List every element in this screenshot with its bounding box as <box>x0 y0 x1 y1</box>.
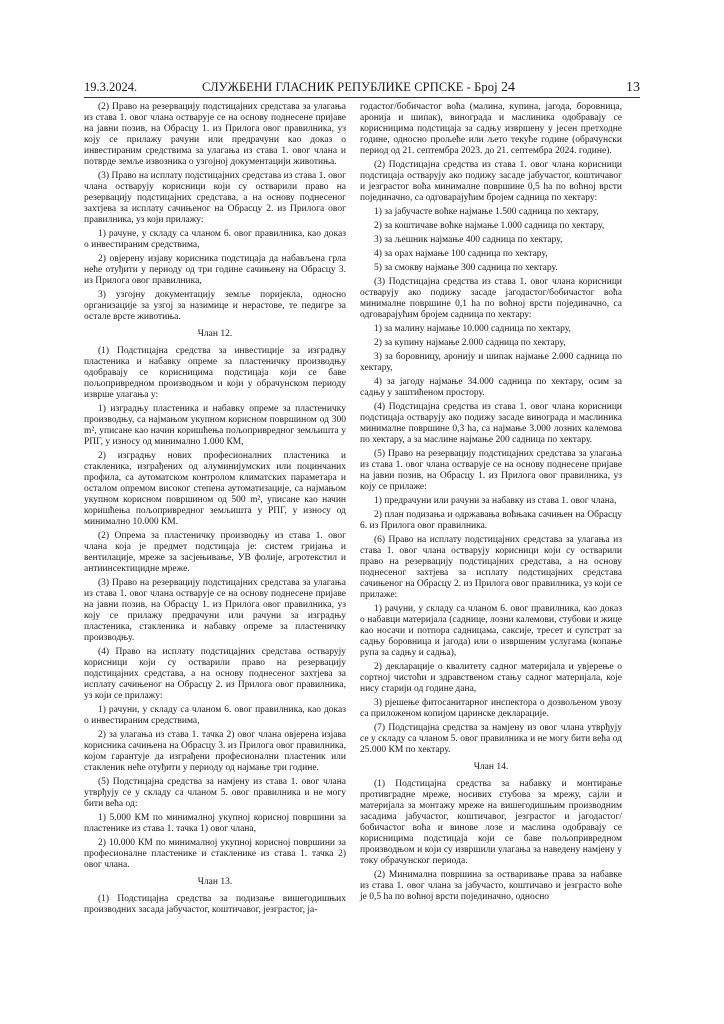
paragraph: (2) Право на резервацију подстицајних средстава за улагања из става 1. овог члана остварује се на основу поднесене пријаве на јавни позив, на Обрасцу 1. из Прилога овог правилника, уз коју се прилажу рачуни или предрачуни као доказ о инвестираним средствима за улагања из става 1. овог члана и потврде земље извозника о узгојној документацији животиња. <box>84 102 346 167</box>
left-column <box>84 102 346 919</box>
gazette-title <box>202 80 515 96</box>
paragraph: (7) Подстицајна средства за намјену из овог члана утврђују се у складу са чланом 5. овог правилника и не могу бити већа од 25.000 КМ по хектару. <box>360 723 622 755</box>
header-divider <box>84 97 640 98</box>
paragraph: годастог/бобичастог воћа (малина, купина, јагода, боровница, аронија и шипак), винограда и маслиника одобравају се корисницима подстицаја за садњу извршену у јесен претходне године, односно прољеће или љето текуће године (обрачунски период од 21. септембра 2023. до 21. септембра 2024. године). <box>360 102 622 156</box>
list-item: 2) 10.000 КМ по минималној укупној корисној површини за професионалне пластенике и стакленике из става 1. тачка 2) овог члана. <box>84 838 346 870</box>
list-item: 1) рачуни, у складу са чланом 6. овог правилника, као доказ о инвестираним средствима, <box>84 705 346 726</box>
paragraph: (5) Подстицајна средства за намјену из става 1. овог члана утврђују се у складу са чланом 5. овог правилника и не могу бити већа од: <box>84 777 346 809</box>
list-item: 1) изградњу пластеника и набавку опреме за пластеничку производњу, са најмањом укупном корисном површином од 300 m², уписане као начин коришћења пољопривредног земљишта у РПГ, у износу од минимално 1.000 КМ, <box>84 404 346 447</box>
paragraph: (5) Право на резервацију подстицајних средстава за улагања из става 1. овог члана остварује се на основу поднесене пријаве на јавни позив, на Обрасцу 1. из Прилога овог правилника, уз коју се прилаже: <box>360 449 622 492</box>
paragraph: (2) Подстицајна средства из става 1. овог члана корисници подстицаја остварују ако подижу засаде јабучастог, коштичавог и језграстог воћа минималне површине 0,5 hа по воћној врсти појединачно, са одговарајућим бројем садница по хектару: <box>360 160 622 203</box>
article-heading: Члан 14. <box>473 762 509 772</box>
paragraph: (2) Опрема за пластеничку производњу из става 1. овог члана која је предмет подстицаја је: систем гријања и вентилације, мреже за засјењивање, УВ фолије, агротекстил и антиинсектицидне мреже. <box>84 531 346 574</box>
paragraph: (3) Право на исплату подстицајних средстава из става 1. овог члана остварују корисници који су остварили право на резервацију подстицајних средстава, а на основу поднесеног захтјева за исплату сачињеног на Обрасцу 2. из Прилога овог правилника, уз који прилажу: <box>84 171 346 225</box>
issue-number: 24 <box>500 80 516 95</box>
list-item: 2) декларације о квалитету садног материјала и увјерење о сортној чистоћи и здравственом стању садног материјала, које нису старији од године дана, <box>360 662 622 694</box>
list-item: 3) рјешење фитосанитарног инспектора о дозвољеном увозу са приложеном копијом царинске декларације. <box>360 698 622 719</box>
article-heading: Члан 12. <box>197 329 233 339</box>
list-item: 1) за јабучасте воћке најмање 1.500 садница по хектару, <box>374 207 599 217</box>
list-item: 2) за купину најмање 2.000 садница по хектару, <box>374 338 566 348</box>
gazette-title-text: СЛУЖБЕНИ ГЛАСНИК РЕПУБЛИКЕ СРПСКЕ - Број <box>202 80 498 94</box>
list-item: 2) план подизања и одржавања воћњака сачињен на Обрасцу 6. из Прилога овог правилника. <box>360 510 622 531</box>
article-heading: Члан 13. <box>197 877 233 887</box>
list-item: 3) за љешник најмање 400 садница по хектару, <box>374 235 563 245</box>
issue-date: 19.3.2024. <box>84 80 138 94</box>
list-item: 1) 5.000 КМ по минималној укупној корисној површини за пластенике из става 1. тачка 1) овог члана, <box>84 813 346 834</box>
list-item: 2) за коштичаве воћке најмање 1.000 садница по хектару, <box>374 221 605 231</box>
paragraph: (1) Подстицајна средства за набавку и монтирање противградне мреже, носивих стубова за мрежу, сајли и материјала за монтажу мреже на вишегодишњим производним засадима јабучастог, коштичавог, језграстог и јагодастог/бобичастог воћа и винове лозе и маслина одобравају се корисницима подстицаја који се баве пољопривредном производњом и који су извршили улагања за наведену намјену у току обрачунског периода. <box>360 779 622 866</box>
paragraph: (4) Право на исплату подстицајних средстава остварују корисници који су остварили право на резервацију подстицајних средстава, а на основу поднесеног захтјева за исплату сачињеног на Обрасцу 2. из Прилога овог правилника, уз који се прилажу: <box>84 647 346 701</box>
list-item: 1) предрачуни или рачуни за набавку из става 1. овог члана, <box>374 496 617 506</box>
page-number: 13 <box>626 80 640 95</box>
list-item: 1) рачуне, у складу са чланом 6. овог правилника, као доказ о инвестираним средствима, <box>84 229 346 250</box>
list-item: 3) за боровницу, аронију и шипак најмање 2.000 садница по хектару, <box>360 352 622 373</box>
list-item: 2) изградњу нових професионалних пластеника и стакленика, изграђених од алуминијумских или поцинчаних профила, са аутоматском контролом климатских параметара и осталом опремом високог степена аутоматизације, са најмањом укупном корисном површином од 500 m², уписане као начин коришћења пољопривредног земљишта у РПГ, у износу од минимално 10.000 КМ. <box>84 451 346 527</box>
paragraph: (1) Подстицајна средства за инвестиције за изградњу пластеника и набавку опреме за пластеничку производњу одобравају се корисницима подстицаја који се баве пољопривредном производњом и који у обрачунском периоду изврше улагања у: <box>84 346 346 400</box>
right-column <box>360 102 622 906</box>
list-item: 3) узгојну документацију земље поријекла, односно организације за узгој за назимице и нерастове, те педигре за остале врсте животиња. <box>84 290 346 322</box>
list-item: 1) за малину најмање 10.000 садница по хектару, <box>374 324 571 334</box>
list-item: 4) за јагоду најмање 34.000 садница по хектару, осим за садњу у заштићеном простору. <box>360 377 622 398</box>
paragraph: (3) Подстицајна средства из става 1. овог члана корисници остварују ако подижу засаде јагодастог/бобичастог воћа минималне површине 0,1 hа по воћној врсти појединачно, са одговарајућим бројем садница по хектару: <box>360 277 622 320</box>
list-item: 1) рачуни, у складу са чланом 6. овог правилника, као доказ о набавци материјала (саднице, лозни калемови, стубови и жице као носачи и потпора садницама, саксије, тресет и супстрат за садњу боровница и јагода) или о извршеним услугама (копање рупа за садњу и садња), <box>360 604 622 658</box>
paragraph: (4) Подстицајна средства из става 1. овог члана корисници подстицаја остварују ако подижу засаде винограда и маслиника минималне површине 0,3 hа, са најмање 3.000 лозних калемова по хектару, а за маслине најмање 200 садница по хектару. <box>360 402 622 445</box>
list-item: 2) овјерену изјаву корисника подстицаја да набављена грла неће отуђити у периоду од три године сачињену на Обрасцу 3. из Прилога овог правилника, <box>84 254 346 286</box>
paragraph: (3) Право на резервацију подстицајних средстава за улагања из става 1. овог члана остварује се на основу поднесене пријаве на јавни позив, на Обрасцу 1. из Прилога овог правилника, уз коју се прилажу предрачуни или рачуни за изградњу пластеника, стакленика и набавку опреме за пластеничку производњу. <box>84 578 346 643</box>
list-item: 2) за улагања из става 1. тачка 2) овог члана овјерена изјава корисника сачињена на Обрасцу 3. из Прилога овог правилника, којом гарантује да изграђени професионални пластеник или стакленик неће отуђити у периоду од најмање три године. <box>84 730 346 773</box>
list-item: 4) за орах најмање 100 садница по хектару, <box>374 249 548 259</box>
paragraph: (1) Подстицајна средства за подизање вишегодишњих производних засада јабучастог, коштичавог, језграстог, ја- <box>84 894 346 915</box>
paragraph: (6) Право на исплату подстицајних средстава за улагања из става 1. овог члана остварују корисници који су остварили право на резервацију подстицајних средстава, а на основу поднесеног захтјева за исплату подстицајних средстава сачињеног на Обрасцу 2. из Прилога овог правилника, уз који се прилаже: <box>360 535 622 600</box>
paragraph: (2) Минимална површина за остваривање права за набавке из става 1. овог члана за јабучасто, коштичаво и језграсто воће је 0,5 hа по воћној врсти појединачно, односно <box>360 870 622 902</box>
list-item: 5) за смокву најмање 300 садница по хектару. <box>374 263 558 273</box>
